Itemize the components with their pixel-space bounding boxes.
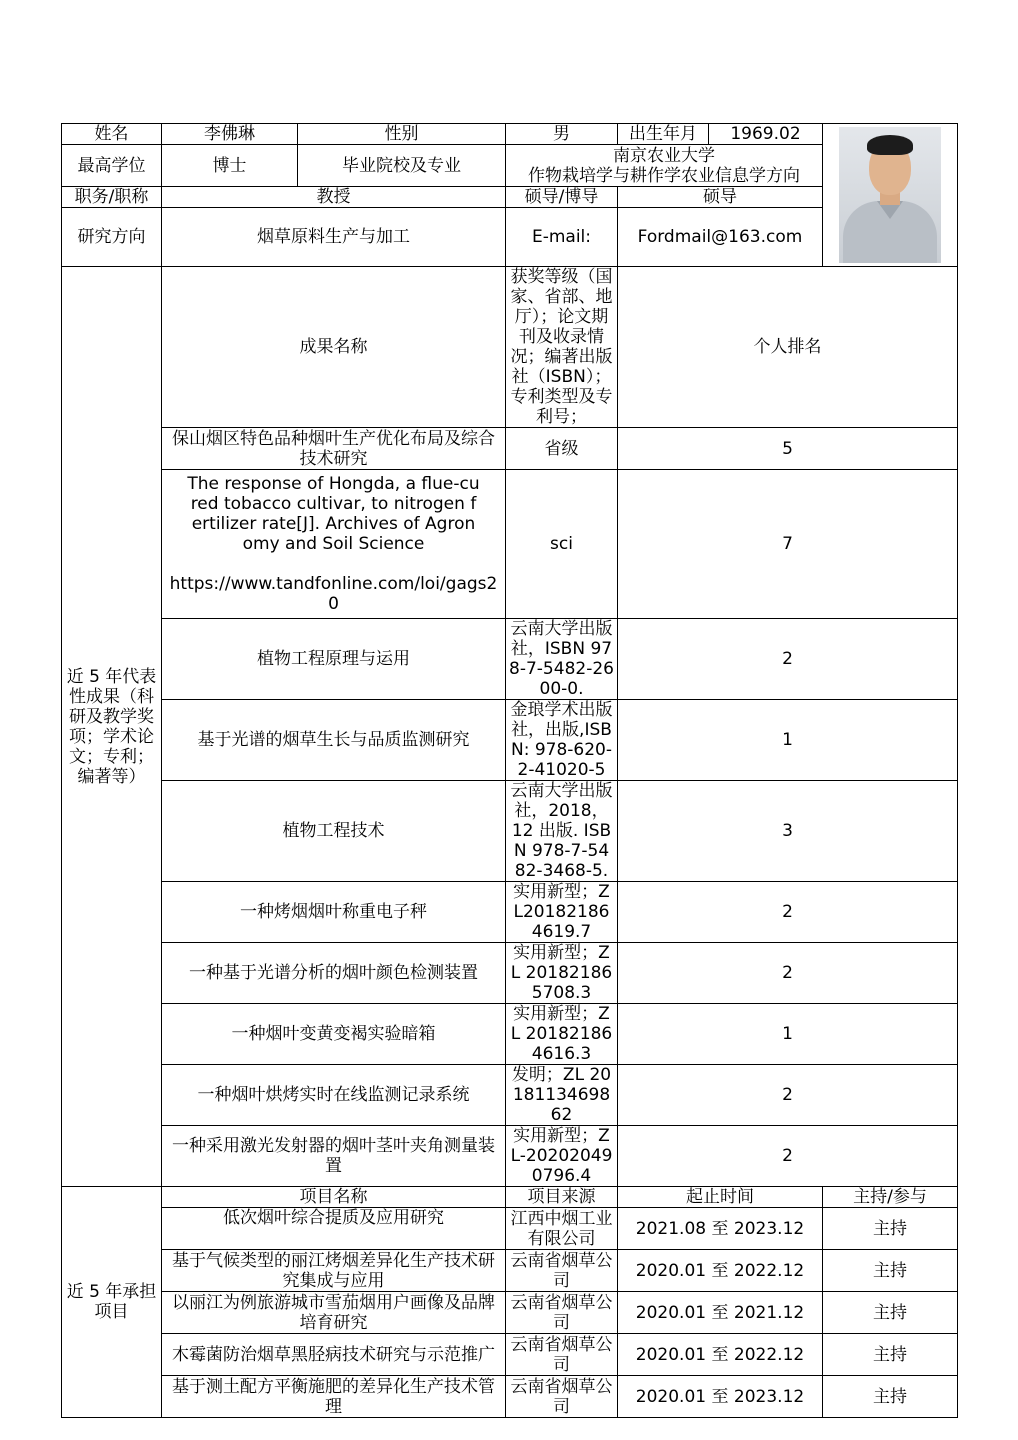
project-source: 云南省烟草公司 [506, 1334, 618, 1376]
achievement-name: 一种烟叶烘烤实时在线监测记录系统 [162, 1065, 506, 1126]
project-source: 云南省烟草公司 [506, 1376, 618, 1418]
school-label: 毕业院校及专业 [298, 145, 506, 187]
achievement-name: 植物工程技术 [162, 781, 506, 882]
supervisor-label: 硕导/博导 [506, 187, 618, 208]
birth-label: 出生年月 [618, 124, 709, 145]
projects-header-role: 主持/参与 [823, 1187, 958, 1208]
degree-label: 最高学位 [62, 145, 162, 187]
school-value [506, 145, 823, 187]
achievement-name: 一种基于光谱分析的烟叶颜色检测装置 [162, 943, 506, 1004]
projects-section-label: 近 5 年承担项目 [62, 1187, 162, 1418]
project-role: 主持 [823, 1208, 958, 1250]
projects-header-name: 项目名称 [162, 1187, 506, 1208]
project-role: 主持 [823, 1376, 958, 1418]
project-source: 江西中烟工业有限公司 [506, 1208, 618, 1250]
achievements-section-label: 近 5 年代表性成果（科研及教学奖项；学术论文；专利；编著等） [62, 267, 162, 1187]
achievement-rank: 2 [618, 882, 958, 943]
email-label: E-mail: [506, 208, 618, 267]
project-role: 主持 [823, 1334, 958, 1376]
projects-header-period: 起止时间 [618, 1187, 823, 1208]
achievement-level: 实用新型；ZL-202020490796.4 [506, 1126, 618, 1187]
achievement-level: 云南大学出版社，ISBN 978-7-5482-2600-0. [506, 619, 618, 700]
achievement-rank: 2 [618, 1065, 958, 1126]
achievement-rank: 2 [618, 1126, 958, 1187]
project-source: 云南省烟草公司 [506, 1292, 618, 1334]
project-source: 云南省烟草公司 [506, 1250, 618, 1292]
achievements-header-rank: 个人排名 [618, 267, 958, 428]
achievement-level: sci [506, 470, 618, 619]
project-period: 2021.08 至 2023.12 [618, 1208, 823, 1250]
achievement-rank: 2 [618, 943, 958, 1004]
project-role: 主持 [823, 1250, 958, 1292]
title-value: 教授 [162, 187, 506, 208]
achievement-rank: 5 [618, 428, 958, 470]
project-name: 基于气候类型的丽江烤烟差异化生产技术研究集成与应用 [162, 1250, 506, 1292]
achievement-level: 金琅学术出版社，出版,ISBN: 978-620-2-41020-5 [506, 700, 618, 781]
research-label: 研究方向 [62, 208, 162, 267]
birth-value: 1969.02 [709, 124, 823, 145]
project-period: 2020.01 至 2022.12 [618, 1250, 823, 1292]
achievement-level: 实用新型；ZL 201821864616.3 [506, 1004, 618, 1065]
achievement-name: 保山烟区特色品种烟叶生产优化布局及综合技术研究 [162, 428, 506, 470]
project-period: 2020.01 至 2022.12 [618, 1334, 823, 1376]
gender-label: 性别 [298, 124, 506, 145]
supervisor-value: 硕导 [618, 187, 823, 208]
achievement-level: 发明；ZL 2018113469862 [506, 1065, 618, 1126]
projects-header-source: 项目来源 [506, 1187, 618, 1208]
project-name: 低次烟叶综合提质及应用研究 [162, 1208, 506, 1250]
achievement-paper-url: https://www.tandfonline.com/loi/gags20 [169, 574, 498, 614]
project-name: 木霉菌防治烟草黑胫病技术研究与示范推广 [162, 1334, 506, 1376]
profile-photo [839, 127, 941, 263]
project-period: 2020.01 至 2023.12 [618, 1376, 823, 1418]
achievement-level: 省级 [506, 428, 618, 470]
degree-value: 博士 [162, 145, 298, 187]
name-value: 李佛琳 [162, 124, 298, 145]
project-role: 主持 [823, 1292, 958, 1334]
research-value: 烟草原料生产与加工 [162, 208, 506, 267]
project-name: 基于测土配方平衡施肥的差异化生产技术管理 [162, 1376, 506, 1418]
achievement-name: 一种烤烟烟叶称重电子秤 [162, 882, 506, 943]
achievement-name [162, 470, 506, 619]
achievement-level: 实用新型；ZL201821864619.7 [506, 882, 618, 943]
resume-table [61, 123, 958, 1418]
project-period: 2020.01 至 2021.12 [618, 1292, 823, 1334]
school-name: 南京农业大学 [613, 145, 715, 166]
achievements-header-level: 获奖等级（国家、省部、地厅）；论文期刊及收录情况；编著出版社（ISBN）；专利类型及专利号； [506, 267, 618, 428]
school-major: 作物栽培学与耕作学农业信息学方向 [528, 165, 800, 186]
achievement-name: 基于光谱的烟草生长与品质监测研究 [162, 700, 506, 781]
achievement-name: 植物工程原理与运用 [162, 619, 506, 700]
project-name: 以丽江为例旅游城市雪茄烟用户画像及品牌培育研究 [162, 1292, 506, 1334]
email-value: Fordmail@163.com [618, 208, 823, 267]
achievement-rank: 1 [618, 700, 958, 781]
title-label: 职务/职称 [62, 187, 162, 208]
photo-cell [823, 124, 958, 267]
achievement-rank: 3 [618, 781, 958, 882]
gender-value: 男 [506, 124, 618, 145]
achievement-name: 一种烟叶变黄变褐实验暗箱 [162, 1004, 506, 1065]
name-label: 姓名 [62, 124, 162, 145]
achievement-rank: 7 [618, 470, 958, 619]
achievement-level: 云南大学出版社，2018，12 出版. ISBN 978-7-5482-3468-5. [506, 781, 618, 882]
achievement-rank: 1 [618, 1004, 958, 1065]
achievement-name: 一种采用激光发射器的烟叶茎叶夹角测量装置 [162, 1126, 506, 1187]
achievement-level: 实用新型；ZL 201821865708.3 [506, 943, 618, 1004]
achievements-header-name: 成果名称 [162, 267, 506, 428]
achievement-rank: 2 [618, 619, 958, 700]
achievement-paper-title: The response of Hongda, a flue-cured tobacco cultivar, to nitrogen fertilizer rate[J]. Archives of Agronomy and Soil Science [187, 474, 480, 554]
